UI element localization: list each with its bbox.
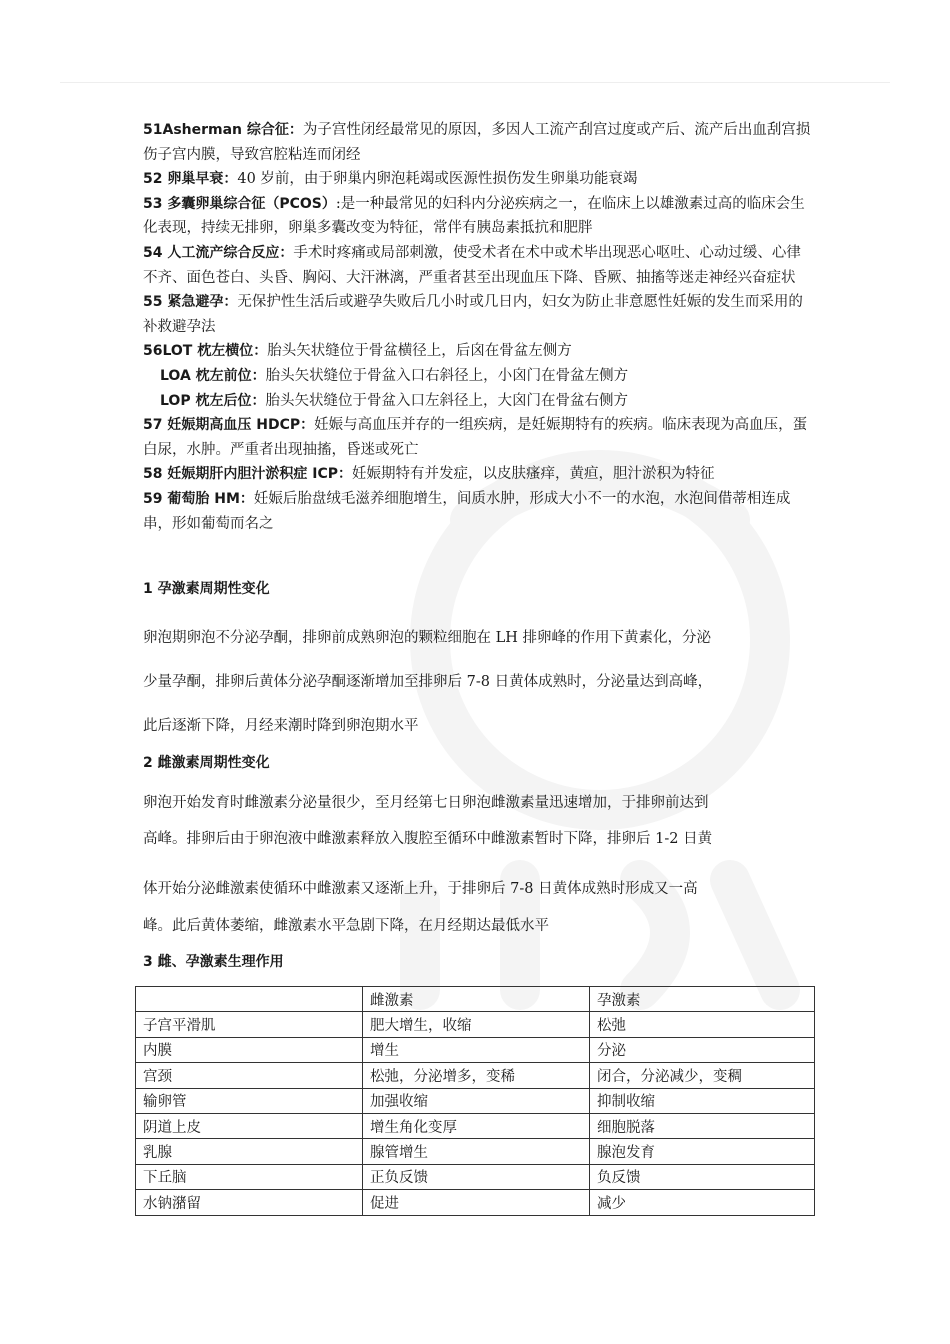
definition-item: 58 妊娠期肝内胆汁淤积症 ICP：妊娠期特有并发症，以皮肤瘙痒，黄疸，胆汁淤积为特征 — [143, 466, 715, 483]
section-heading-estrogen: 2 雌激素周期性变化 — [143, 755, 270, 771]
paragraph-line: 体开始分泌雌激素使循环中雌激素又逐渐上升，于排卵后 7-8 日黄体成熟时形成又一高 — [143, 881, 698, 897]
paragraph-line: 此后逐渐下降，月经来潮时降到卵泡期水平 — [143, 718, 419, 734]
table-cell: 增生 — [363, 1037, 590, 1062]
definition-item: LOP 枕左后位：胎头矢状缝位于骨盆入口左斜径上，大囟门在骨盆右侧方 — [160, 392, 628, 409]
paragraph-line: 卵泡期卵泡不分泌孕酮，排卵前成熟卵泡的颗粒细胞在 LH 排卵峰的作用下黄素化，分泌 — [143, 630, 711, 646]
table-cell: 促进 — [363, 1190, 590, 1215]
table-row — [136, 1113, 815, 1138]
table-cell: 松弛，分泌增多，变稀 — [363, 1063, 590, 1088]
table-cell: 宫颈 — [136, 1063, 363, 1088]
table-cell: 孕激素 — [590, 987, 815, 1012]
definition-item: 54 人工流产综合反应：手术时疼痛或局部刺激，使受术者在术中或术毕出现恶心呕吐、心动过缓、心律不齐、面色苍白、头昏、胸闷、大汗淋漓，严重者甚至出现血压下降、昏厥、抽搐等迷走神经兴奋症状 — [143, 244, 801, 286]
table-cell: 抑制收缩 — [590, 1088, 815, 1113]
section-paragraph-estrogen — [143, 791, 815, 935]
definition-item: LOA 枕左前位：胎头矢状缝位于骨盆入口右斜径上，小囟门在骨盆左侧方 — [160, 367, 629, 384]
definition-item: 57 妊娠期高血压 HDCP：妊娠与高血压并存的一组疾病，是妊娠期特有的疾病。临床表现为高血压，蛋白尿，水肿。严重者出现抽搐，昏迷或死亡 — [143, 417, 808, 458]
paragraph-line: 高峰。排卵后由于卵泡液中雌激素释放入腹腔至循环中雌激素暂时下降，排卵后 1-2 日黄 — [143, 831, 713, 847]
table-cell: 细胞脱落 — [590, 1113, 815, 1138]
table-row — [136, 1063, 815, 1088]
header-divider — [60, 82, 890, 83]
table-row — [136, 1190, 815, 1215]
table-cell — [136, 987, 363, 1012]
section-paragraph-progesterone — [143, 626, 815, 735]
table-cell: 腺泡发育 — [590, 1139, 815, 1164]
table-cell: 阴道上皮 — [136, 1113, 363, 1138]
definition-item: 55 紧急避孕：无保护性生活后或避孕失败后几小时或几日内，妇女为防止非意愿性妊娠的发生而采用的补救避孕法 — [143, 294, 803, 335]
table-row — [136, 1037, 815, 1062]
table-row — [136, 1088, 815, 1113]
table-cell: 雌激素 — [363, 987, 590, 1012]
table-cell: 负反馈 — [590, 1164, 815, 1189]
definition-item: 56LOT 枕左横位：胎头矢状缝位于骨盆横径上，后囟在骨盆左侧方 — [143, 343, 572, 360]
table-cell: 输卵管 — [136, 1088, 363, 1113]
table-cell: 乳腺 — [136, 1139, 363, 1164]
definition-item: 53 多囊卵巢综合征（PCOS）:是一种最常见的妇科内分泌疾病之一，在临床上以雄激素过高的临床会生化表现，持续无排卵，卵巢多囊改变为特征，常伴有胰岛素抵抗和肥胖 — [143, 195, 805, 237]
paragraph-line: 卵泡开始发育时雌激素分泌量很少，至月经第七日卵泡雌激素量迅速增加，于排卵前达到 — [143, 795, 709, 811]
definition-item: 51Asherman 综合征：为子宫性闭经最常见的原因，多因人工流产刮宫过度或产后、流产后出血刮宫损伤子宫内膜，导致宫腔粘连而闭经 — [143, 122, 811, 163]
section-heading-effects: 3 雌、孕激素生理作用 — [143, 954, 284, 970]
table-cell: 肥大增生，收缩 — [363, 1012, 590, 1037]
definition-item: 59 葡萄胎 HM：妊娠后胎盘绒毛滋养细胞增生，间质水肿，形成大小不一的水泡，水泡间借蒂相连成串，形如葡萄而名之 — [143, 490, 791, 532]
table-cell: 水钠潴留 — [136, 1190, 363, 1215]
section-heading-progesterone: 1 孕激素周期性变化 — [143, 581, 270, 597]
table-cell: 加强收缩 — [363, 1088, 590, 1113]
table-row — [136, 1012, 815, 1037]
table-row — [136, 1164, 815, 1189]
table-cell: 正负反馈 — [363, 1164, 590, 1189]
table-cell: 松弛 — [590, 1012, 815, 1037]
table-cell: 下丘脑 — [136, 1164, 363, 1189]
definitions-list — [143, 118, 815, 536]
table-cell: 减少 — [590, 1190, 815, 1215]
table-row — [136, 1139, 815, 1164]
paragraph-line: 少量孕酮，排卵后黄体分泌孕酮逐渐增加至排卵后 7-8 日黄体成熟时，分泌量达到高峰， — [143, 674, 713, 690]
hormone-effects-table — [135, 986, 815, 1216]
table-cell: 增生角化变厚 — [363, 1113, 590, 1138]
definition-item: 52 卵巢早衰：40 岁前，由于卵巢内卵泡耗竭或医源性损伤发生卵巢功能衰竭 — [143, 171, 638, 188]
table-header-row — [136, 987, 815, 1012]
paragraph-line: 峰。此后黄体萎缩，雌激素水平急剧下降，在月经期达最低水平 — [143, 918, 549, 934]
table-cell: 内膜 — [136, 1037, 363, 1062]
table-cell: 分泌 — [590, 1037, 815, 1062]
table-cell: 闭合，分泌减少，变稠 — [590, 1063, 815, 1088]
table-cell: 腺管增生 — [363, 1139, 590, 1164]
table-cell: 子宫平滑肌 — [136, 1012, 363, 1037]
